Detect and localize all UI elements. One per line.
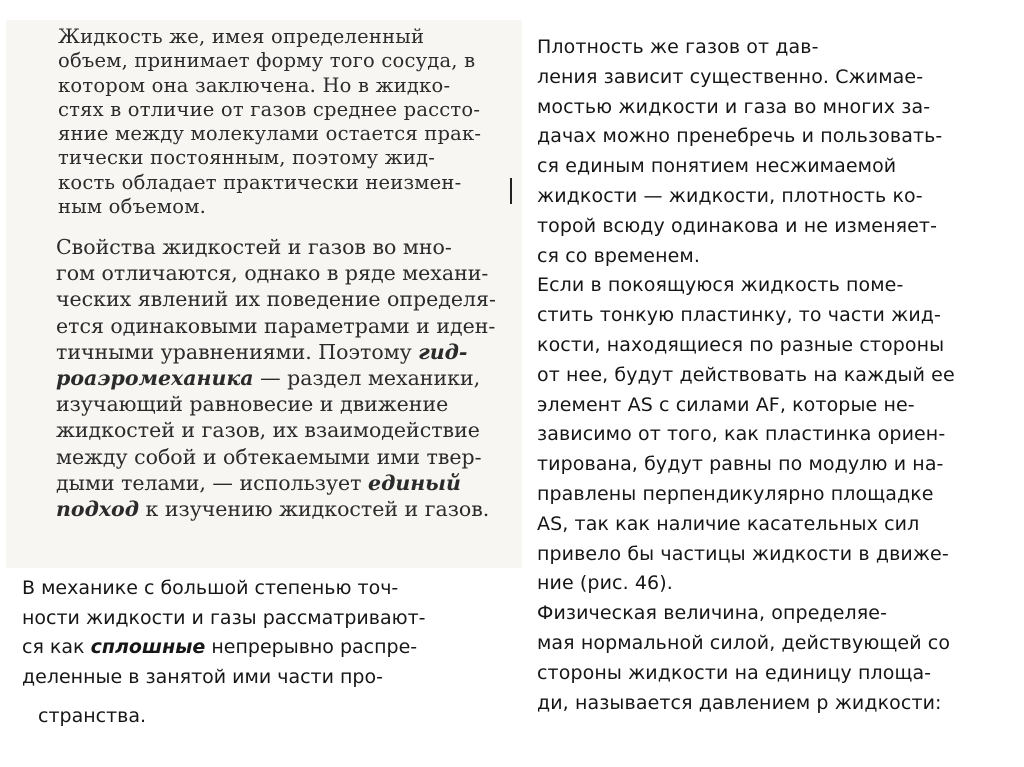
text-line: В механике с большой степенью точ- — [22, 577, 399, 599]
scan-line: жидкостей и газов, их взаимодействие — [56, 418, 480, 443]
text-line: жидкости — жидкости, плотность ко- — [537, 184, 923, 207]
scan-paragraph-hydroaeromechanics — [56, 234, 496, 522]
text-line: мостью жидкости и газа во многих за- — [537, 95, 931, 118]
text-line: дачах можно пренебречь и пользовать- — [537, 125, 943, 148]
term-gidro: гид- — [418, 339, 468, 364]
text-line: ди, называется давлением р жидкости: — [537, 691, 942, 714]
scan-line: ным объемом. — [58, 195, 206, 219]
text-line: ся со временем. — [537, 244, 700, 267]
text-line — [22, 633, 426, 663]
scan-line-text: к изучению жидкостей и газов. — [145, 497, 490, 522]
text-line: мая нормальной силой, действующей со — [537, 631, 951, 654]
text-line: кости, находящиеся по разные стороны — [537, 333, 945, 356]
bold-term-continuous: сплошные — [90, 636, 206, 659]
text-fragment: ся как — [22, 636, 85, 659]
scan-line: кость обладает практически неизмен- — [58, 170, 462, 194]
scan-line: тически постоянным, поэтому жид- — [58, 146, 436, 170]
left-paragraph-tail: странства. — [38, 705, 147, 727]
text-line: привело бы частицы жидкости в движе- — [537, 542, 949, 565]
text-line: стороны жидкости на единицу площа- — [537, 661, 932, 684]
scan-line: ется одинаковыми параметрами и иден- — [56, 313, 496, 338]
text-line: Если в покоящуюся жидкость поме- — [537, 274, 904, 297]
text-line: торой всюду одинакова и не изменяет- — [537, 214, 938, 237]
text-fragment: непрерывно распре- — [211, 636, 418, 659]
scan-line: котором она заключена. Но в жидко- — [58, 73, 451, 97]
scan-line: изучающий равновесие и движение — [56, 392, 449, 417]
term-aeromechanics: роаэромеханика — [56, 366, 254, 391]
scan-line: ческих явлений их поведение определя- — [56, 287, 496, 312]
text-line: ние (рис. 46). — [537, 572, 673, 595]
scan-line: между собой и обтекаемыми ими твер- — [56, 444, 482, 469]
text-cursor — [510, 178, 512, 204]
scan-line — [56, 339, 496, 365]
text-line: ся единым понятием несжимаемой — [537, 155, 897, 178]
text-line: деленные в занятой ими части про- — [22, 666, 383, 689]
text-line: стить тонкую пластинку, то части жид- — [537, 304, 941, 327]
right-column-text — [537, 33, 955, 718]
scan-line: объем, принимает форму того сосуда, в — [58, 49, 476, 73]
scan-line — [56, 365, 496, 391]
text-line: элемент AS с силами AF, которые не- — [537, 393, 915, 416]
scan-paragraph-liquid-volume — [58, 25, 481, 219]
text-line: зависимо от того, как пластинка ориен- — [537, 423, 946, 446]
scan-line: Жидкость же, имея определенный — [58, 25, 425, 48]
left-typed-paragraph — [22, 574, 426, 693]
text-line: правлены перпендикулярно площадке — [537, 482, 934, 505]
scan-line-text: дыми телами, — использует — [56, 470, 362, 495]
scan-line-text: тичными уравнениями. Поэтому — [56, 339, 412, 364]
text-line: ности жидкости и газы рассматривают- — [22, 606, 426, 629]
scan-line: Свойства жидкостей и газов во мно- — [56, 235, 452, 259]
scan-line: гом отличаются, однако в ряде механи- — [56, 261, 489, 286]
text-line: Плотность же газов от дав- — [537, 36, 819, 58]
scan-line: яние между молекулами остается прак- — [58, 122, 482, 146]
text-line: ления зависит существенно. Сжимае- — [537, 65, 924, 88]
term-edinyi: единый — [368, 470, 461, 495]
scan-line — [56, 470, 496, 496]
scan-line-text: — раздел механики, — [260, 366, 481, 391]
term-podhod: подход — [56, 497, 139, 522]
scan-line — [56, 496, 496, 522]
scanned-textbook-excerpt — [6, 20, 522, 568]
text-line: Физическая величина, определяе- — [537, 602, 888, 625]
text-line: тирована, будут равны по модулю и на- — [537, 453, 944, 476]
text-line: AS, так как наличие касательных сил — [537, 512, 920, 535]
scan-line: стях в отличие от газов среднее рассто- — [58, 97, 481, 121]
text-line: от нее, будут действовать на каждый ее — [537, 363, 955, 386]
